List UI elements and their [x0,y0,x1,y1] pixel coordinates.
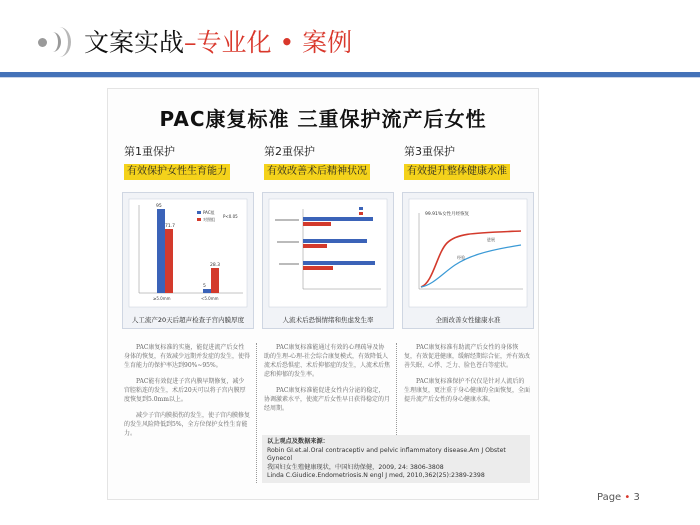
hbar [303,222,331,226]
hbar [303,244,327,248]
bar-control-lt5 [211,268,219,293]
body-column-3 [404,343,530,411]
legend-label: 对照组 [203,217,215,222]
row-label-placeholder [277,241,299,243]
column-head-1 [124,145,254,180]
body-paragraph: PAC康复标准的实施，能促进流产后女性身体的恢复，有效减少远期并发症的发生，使得生育能力的保护率达到90%~95%。 [124,344,251,369]
document-headline: PAC康复标准 三重保护流产后女性 [159,107,487,131]
bar-label: 5 [203,284,206,289]
page-label: Page [597,492,622,503]
hbar [303,266,333,270]
header-divider-light [0,77,700,78]
hbar [303,261,375,265]
chart-caption: 人工流产20天后超声检查子宫内膜厚度 [131,316,245,324]
references-title: 以上观点及数据来源： [267,438,329,445]
emotion-chart-svg [263,193,393,313]
bar-control-ge5 [165,229,173,293]
protection-tag: 有效改善术后精神状况 [264,164,370,180]
chart-caption: 全面改善女性健康水准 [435,316,501,324]
column-divider [256,343,257,483]
page-indicator [597,492,640,503]
legend-swatch-control [197,218,201,221]
protection-tag: 有效提升整体健康水准 [404,164,510,180]
body-paragraph: 减少子宫内膜损伤的发生，使子宫内膜修复的发生风险降低到5%，全方位保护女性生育能力。 [124,412,251,437]
body-paragraph: PAC康复标准保护不仅仅是针对人流后的生理康复，更注重于身心健康的全面恢复，全面提升流产后女性的身心健康水准。 [404,378,531,403]
recovery-chart-svg [403,193,533,313]
legend-swatch [359,207,363,210]
reference-line: Linda C.Giudice.Endometriosis.N engl J med, 2010,362(25):2389-2398 [267,472,485,479]
legend-swatch [359,212,363,215]
emotion-chart [262,192,394,329]
p-value: P<0.05 [223,214,238,219]
slide-header [0,0,700,70]
chart-caption: 人流术后恐惧情绪和焦虑发生率 [282,316,374,324]
body-column-2 [264,343,390,420]
curve-label: 进展 [487,237,495,242]
endometrium-chart-svg [123,193,253,313]
references-box [262,435,530,483]
x-tick-label: <5.0mm [201,296,219,301]
endometrium-chart [122,192,254,329]
bar-pac-lt5 [203,289,211,293]
protection-level-label: 第1重保护 [124,145,175,158]
page-dot: • [624,492,631,503]
reference-line: 我国妇女生殖健康现状，中国妇幼保健，2009, 24: 3806-3808 [267,463,444,471]
recovery-chart [402,192,534,329]
x-tick-label: ≥5.0mm [153,296,171,301]
slide-title [84,28,352,58]
row-label-placeholder [279,263,299,265]
body-column-1 [124,343,250,445]
curve-label: 经验 [457,255,465,260]
document-image [107,88,539,500]
column-head-3 [404,145,534,180]
bar-label: 95 [156,204,162,209]
sound-wave-arc-icon [48,27,71,57]
hbar [303,217,373,221]
bar-label: 71.7 [165,224,176,229]
title-accent: 专业化 • 案例 [196,28,353,57]
row-label-placeholder [275,219,299,221]
column-head-2 [264,145,394,180]
protection-level-label: 第2重保护 [264,145,315,158]
body-paragraph: PAC康复标准有助流产后女性的身体恢复，有效促进健康，缓解经期综合征，并有效改善失眠、心悸、乏力、脸色苍白等症状。 [404,344,531,369]
title-dash: – [184,28,197,57]
bar-pac-ge5 [157,209,165,293]
chart-inner-title: 99.91%女性月经恢复 [425,212,470,217]
legend-swatch-pac [197,211,201,214]
page-number: 3 [633,492,640,503]
body-paragraph: PAC能有效促进子宫内膜早期修复，减少宫腔粘连的发生，术后20天可以将子宫内膜厚度恢复到5.0mm以上。 [124,378,246,403]
reference-line: Robin GI.et.al.Oral contraceptiv and pelvic inflammatory disease.Am J Obstet Gynecol [267,446,506,462]
hbar [303,239,367,243]
body-paragraph: PAC康复标准能促进女性内分泌的稳定，协调激素水平，使流产后女性早日获得稳定的月经周期。 [264,387,391,412]
title-main: 文案实战 [84,28,185,57]
protection-level-label: 第3重保护 [404,145,455,158]
legend-label: PAC组 [203,210,215,215]
bar-label: 28.3 [210,263,221,268]
protection-tag: 有效保护女性生育能力 [124,164,230,180]
body-paragraph: PAC康复标准能通过有效的心理疏导及协助的生理-心理-社会综合康复模式，有效降低人流术后恐惧症、术后抑郁症的发生，人流术后焦虑和抑郁的发生率。 [264,344,391,378]
